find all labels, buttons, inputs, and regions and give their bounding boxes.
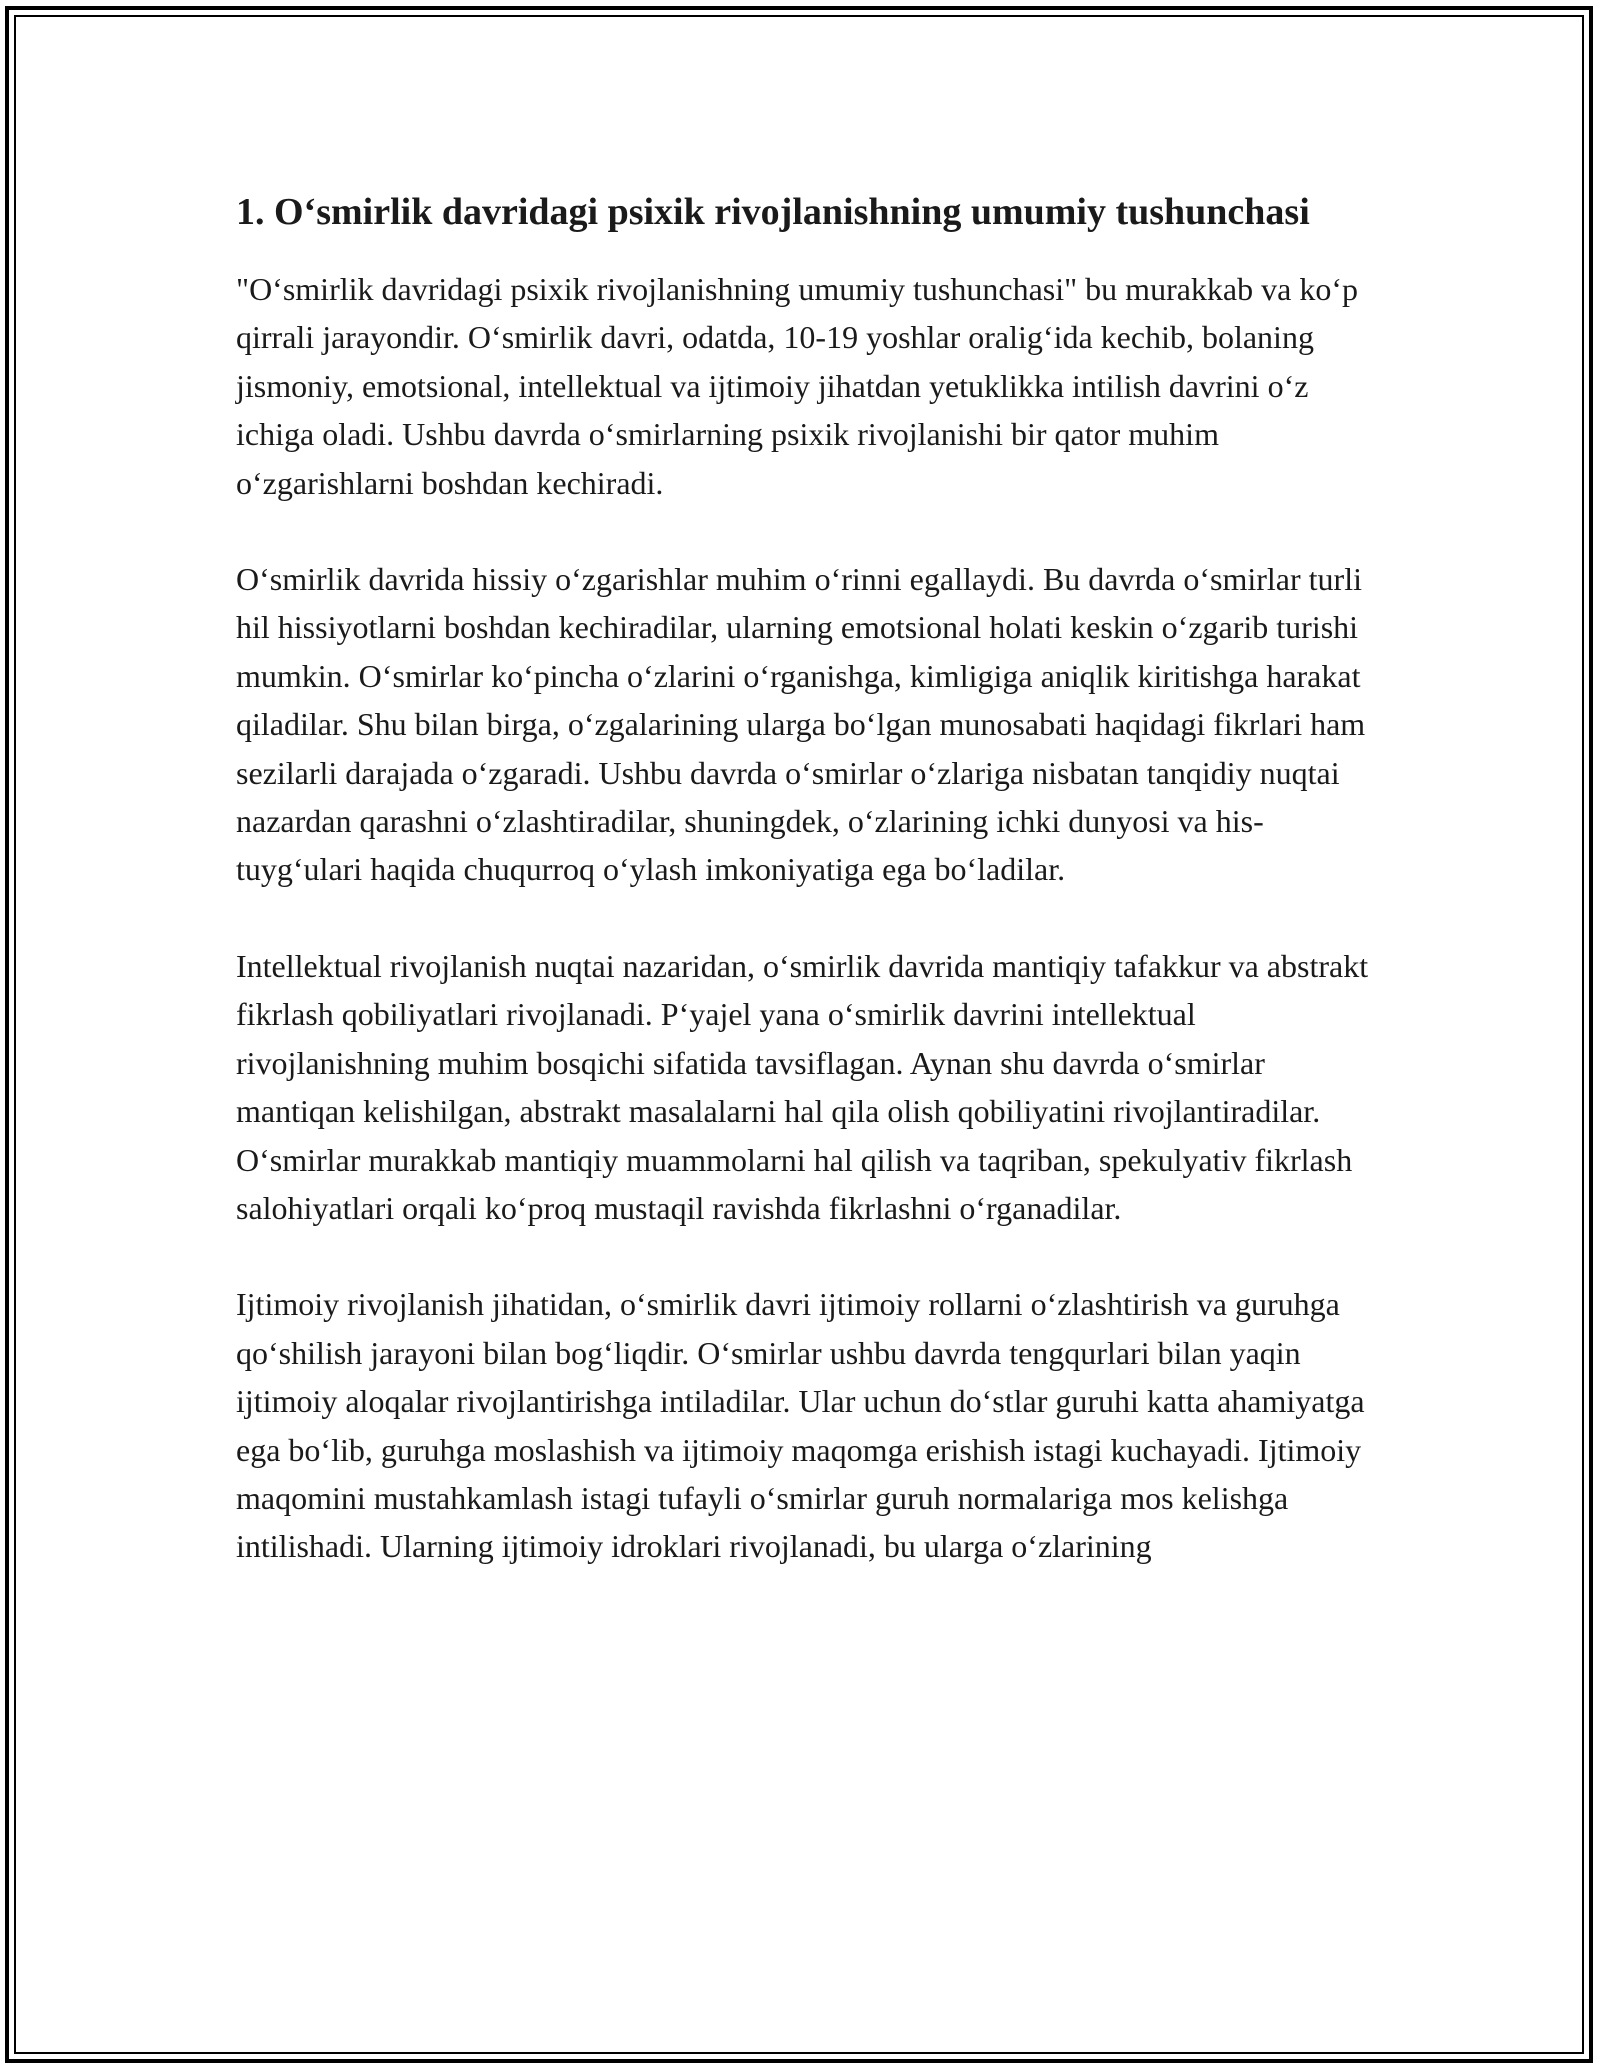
section-heading: 1. O‘smirlik davridagi psixik rivojlanishning umumiy tushunchasi [236,191,1310,233]
paragraph-intellectual: Intellektual rivojlanish nuqtai nazaridan, o‘smirlik davrida mantiqiy tafakkur va abstrakt fikrlash qobiliyatlari rivojlanadi. P‘yajel yana o‘smirlik davrini intellektual rivojlanishning muhim bosqichi sifatida tavsiflagan. Aynan shu davrda o‘smirlar mantiqan kelishilgan, abstrakt masalalarni hal qila olish qobiliyatini rivojlantiradilar. O‘smirlar murakkab mantiqiy muammolarni hal qilish va taqriban, spekulyativ fikrlash salohiyatlari orqali ko‘proq mustaqil ravishda fikrlashni o‘rganadilar. [236,947,1369,1226]
paragraph-emotional: O‘smirlik davrida hissiy o‘zgarishlar muhim o‘rinni egallaydi. Bu davrda o‘smirlar turli hil hissiyotlarni boshdan kechiradilar, ularning emotsional holati keskin o‘zgarib turishi mumkin. O‘smirlar ko‘pincha o‘zlarini o‘rganishga, kimligiga aniqlik kiritishga harakat qiladilar. Shu bilan birga, o‘zgalarining ularga bo‘lgan munosabati haqidagi fikrlari ham sezilarli darajada o‘zgaradi. Ushbu davrda o‘smirlar o‘zlariga nisbatan tanqidiy nuqtai nazardan qarashni o‘zlashtiradilar, shuningdek, o‘zlarining ichki dunyosi va his-tuyg‘ulari haqida chuqurroq o‘ylash imkoniyatiga ega bo‘ladilar. [236,561,1366,888]
paragraph-social: Ijtimoiy rivojlanish jihatidan, o‘smirlik davri ijtimoiy rollarni o‘zlashtirish va guruhga qo‘shilish jarayoni bilan bog‘liqdir. O‘smirlar ushbu davrda tengqurlari bilan yaqin ijtimoiy aloqalar rivojlantirishga intiladilar. Ular uchun do‘stlar guruhi katta ahamiyatga ega bo‘lib, guruhga moslashish va ijtimoiy maqomga erishish istagi kuchayadi. Ijtimoiy maqomini mustahkamlash istagi tufayli o‘smirlar guruh normalariga mos kelishga intilishadi. Ularning ijtimoiy idroklari rivojlanadi, bu ularga o‘zlarining [236,1286,1365,1565]
document-body [236,185,1386,1619]
paragraph-intro: "O‘smirlik davridagi psixik rivojlanishning umumiy tushunchasi" bu murakkab va ko‘p qirrali jarayondir. O‘smirlik davri, odatda, 10-19 yoshlar oralig‘ida kechib, bolaning jismoniy, emotsional, intellektual va ijtimoiy jihatdan yetuklikka intilish davrini o‘z ichiga oladi. Ushbu davrda o‘smirlarning psixik rivojlanishi bir qator muhim o‘zgarishlarni boshdan kechiradi. [236,271,1358,501]
